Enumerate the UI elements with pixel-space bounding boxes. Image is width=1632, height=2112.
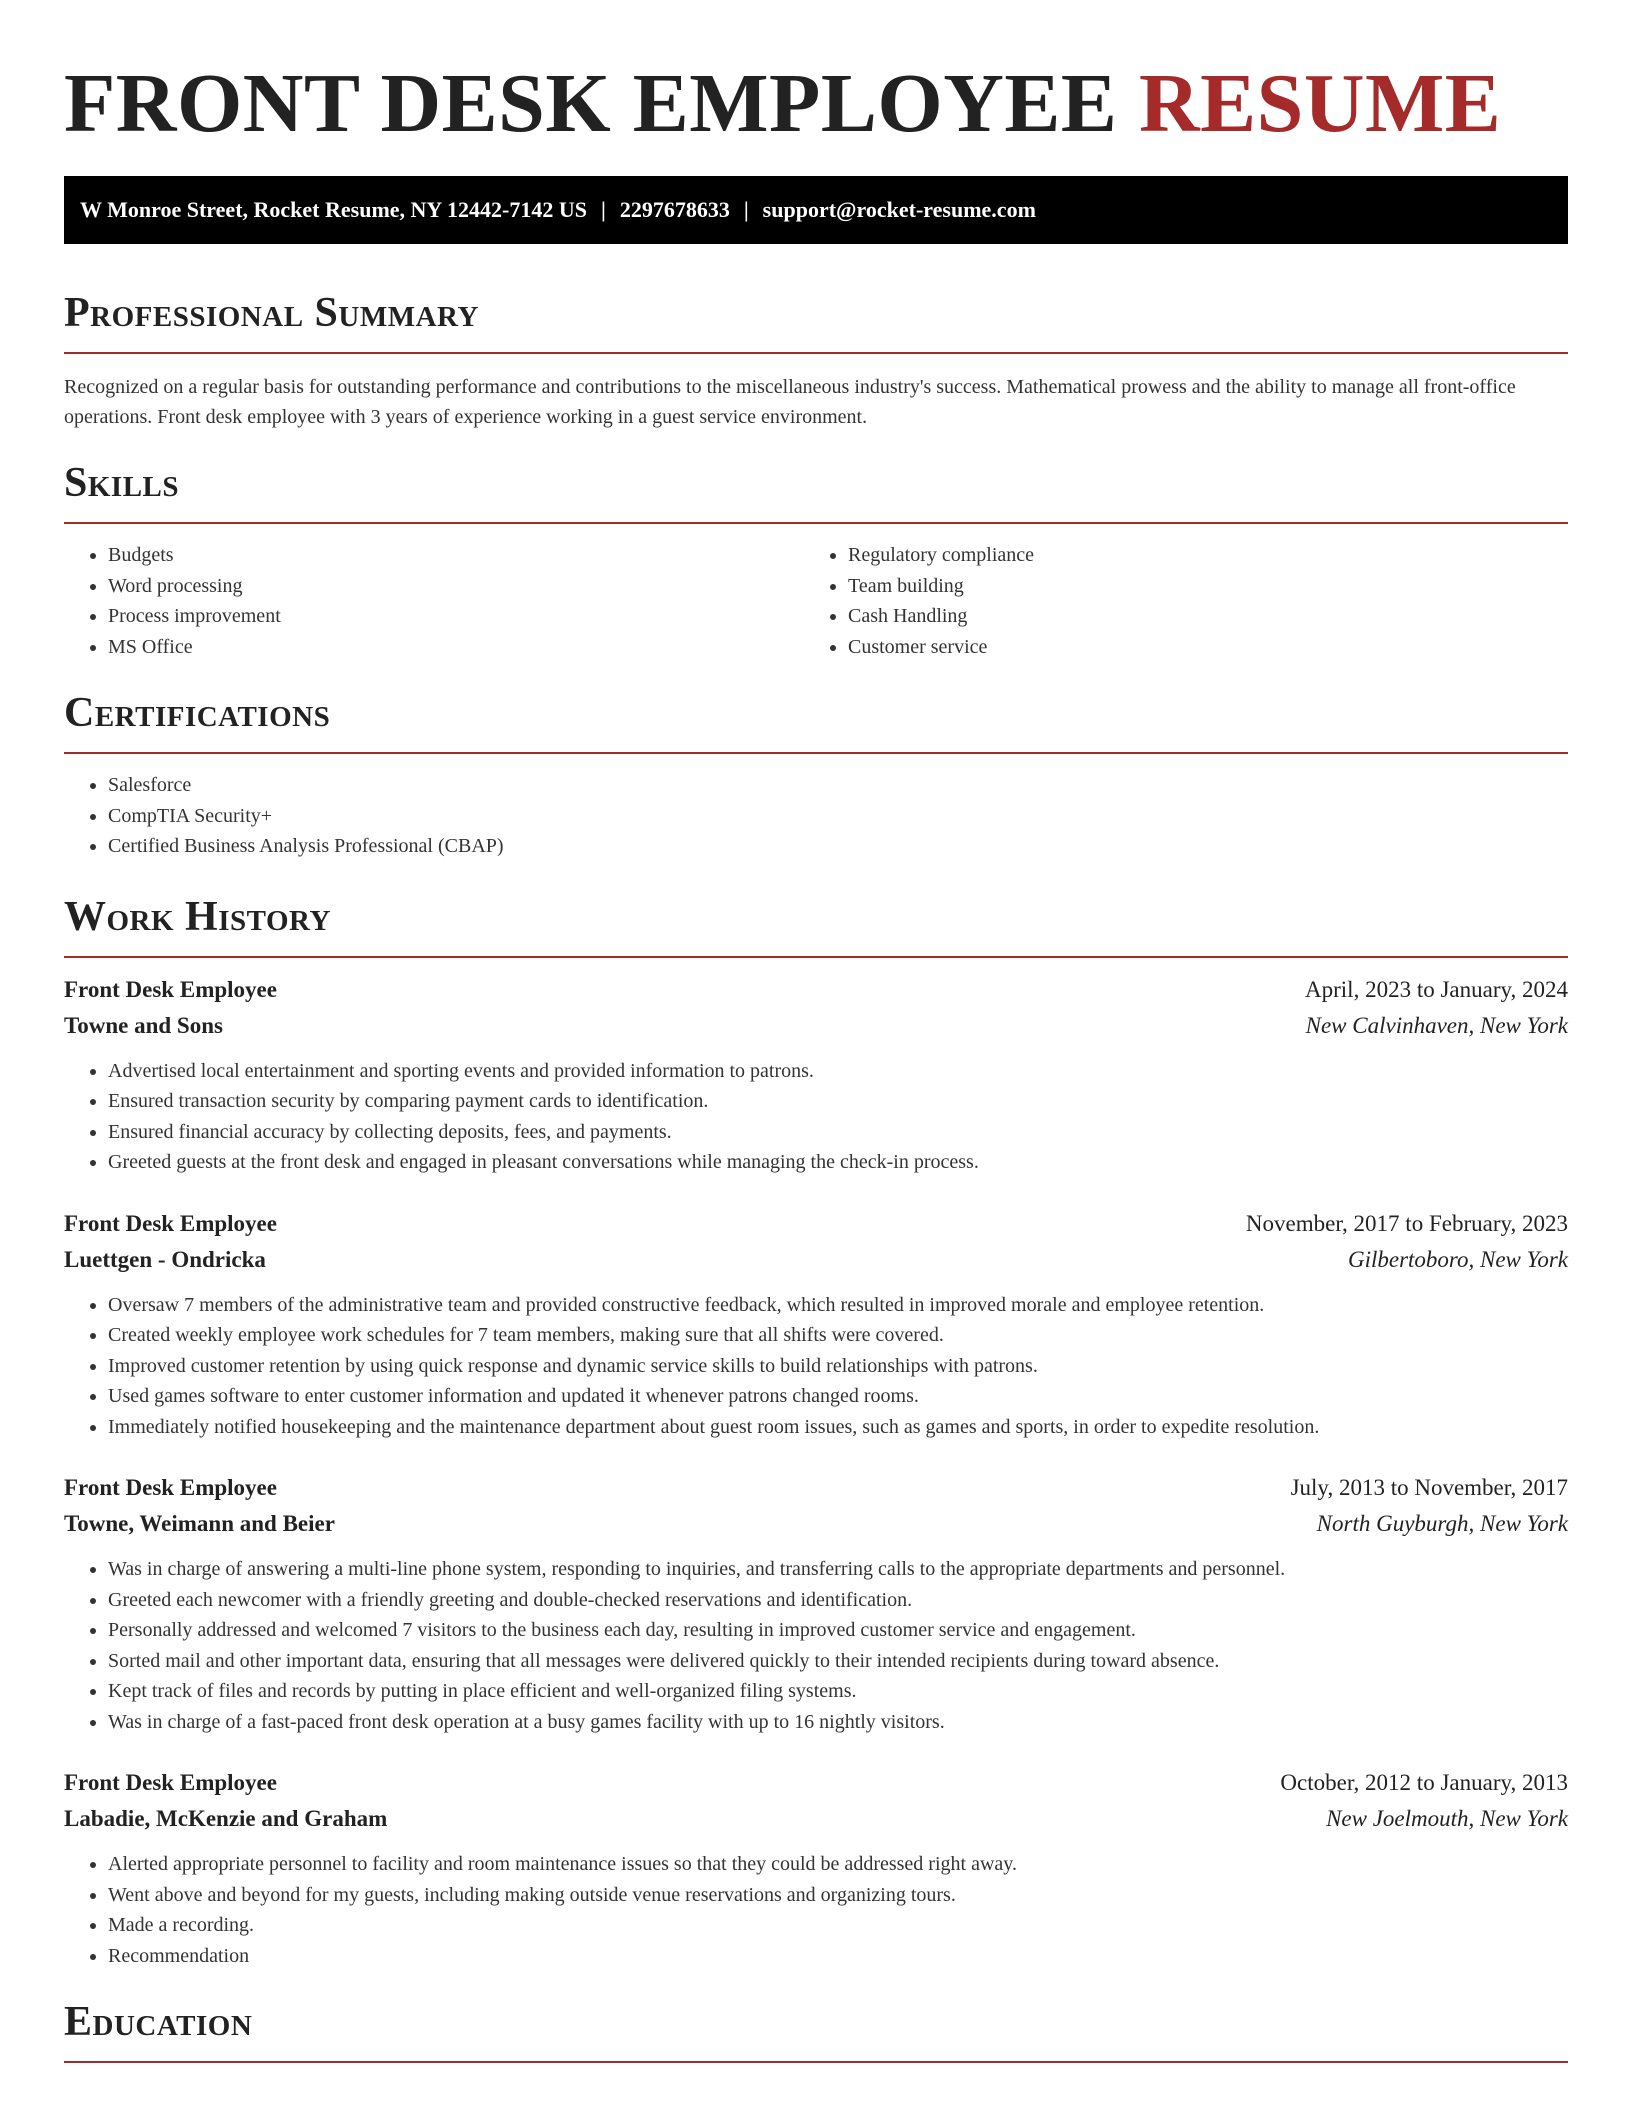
skills-column-left [64,540,804,662]
job-bullets [64,1849,1568,1971]
job-subheader-row [64,1008,1568,1044]
job-bullet: • Advertised local entertainment and sporting events and provided information to patrons. [108,1056,1568,1087]
job-header-row [64,1470,1568,1506]
job-header-row [64,1206,1568,1242]
job-location: New Calvinhaven, New York [1305,1012,1568,1038]
job-entry [64,1470,1568,1737]
skill-item: • Word processing [108,571,804,602]
job-bullets [64,1554,1568,1737]
job-subheader-row [64,1506,1568,1542]
job-bullet: • Improved customer retention by using quick response and dynamic service skills to build relationships with patrons. [108,1351,1568,1382]
job-bullet: • Immediately notified housekeeping and the maintenance department about guest room issues, such as games and sports, in order to expedite resolution. [108,1412,1568,1443]
job-bullet: • Greeted guests at the front desk and engaged in pleasant conversations while managing the check-in process. [108,1147,1568,1178]
job-company: Labadie, McKenzie and Graham [64,1806,388,1831]
section-divider [64,522,1568,524]
job-location: North Guyburgh, New York [1316,1511,1568,1536]
summary-text: Recognized on a regular basis for outstanding performance and contributions to the miscellaneous industry's success. Mathematical prowess and the ability to manage all front-office operations. Front desk employee with 3 years of experience working in a guest service environment. [64,376,1516,428]
job-bullet: • Ensured transaction security by comparing payment cards to identification. [108,1086,1568,1117]
job-bullet: • Recommendation [108,1941,1568,1972]
job-bullet: • Greeted each newcomer with a friendly greeting and double-checked reservations and identification. [108,1585,1568,1616]
job-location: Gilbertoboro, New York [1347,1246,1568,1272]
skill-item: • Team building [848,571,1544,602]
section-divider [64,2061,1568,2063]
job-entry [64,1206,1568,1443]
skills-section [64,458,1568,662]
job-dates: October, 2012 to January, 2013 [1280,1770,1568,1795]
summary-section [64,288,1568,432]
section-heading-education: Education [64,1999,253,2045]
certifications-list [64,770,1568,862]
job-bullet: • Personally addressed and welcomed 7 visitors to the business each day, resulting in improved customer service and engagement. [108,1615,1568,1646]
job-title: Front Desk Employee [64,1475,277,1500]
skills-column-right [804,540,1544,662]
job-company: Towne and Sons [64,1012,223,1038]
section-heading-summary: Professional Summary [64,290,479,336]
job-location: New Joelmouth, New York [1326,1806,1568,1831]
job-bullets [64,1290,1568,1443]
job-title: Front Desk Employee [64,976,277,1002]
job-bullets [64,1056,1568,1178]
skill-item: • Process improvement [108,601,804,632]
job-bullet: • Went above and beyond for my guests, including making outside venue reservations and organizing tours. [108,1880,1568,1911]
contact-bar [64,176,1568,244]
skills-list-left [64,540,804,662]
certifications-section [64,688,1568,862]
section-heading-certifications: Certifications [64,690,331,736]
job-title: Front Desk Employee [64,1770,277,1795]
section-divider [64,752,1568,754]
job-entry [64,972,1568,1178]
education-section [64,1997,1568,2063]
job-title: Front Desk Employee [64,1210,277,1236]
certification-item: • Certified Business Analysis Professional (CBAP) [108,831,1568,862]
skill-item: • Customer service [848,632,1544,663]
job-company: Towne, Weimann and Beier [64,1511,335,1536]
job-bullet: • Was in charge of answering a multi-line phone system, responding to inquiries, and transferring calls to the appropriate departments and personnel. [108,1554,1568,1585]
job-dates: July, 2013 to November, 2017 [1290,1475,1568,1500]
job-bullet: • Ensured financial accuracy by collecting deposits, fees, and payments. [108,1117,1568,1148]
job-bullet: • Oversaw 7 members of the administrative team and provided constructive feedback, which resulted in improved morale and employee retention. [108,1290,1568,1321]
skill-item: • MS Office [108,632,804,663]
job-subheader-row [64,1242,1568,1278]
resume-title-accent: RESUME [1138,57,1502,150]
certification-item: • Salesforce [108,770,1568,801]
section-divider [64,352,1568,354]
job-bullet: • Sorted mail and other important data, ensuring that all messages were delivered quickly to their intended recipients during toward absence. [108,1646,1568,1677]
job-bullet: • Used games software to enter customer information and updated it whenever patrons changed rooms. [108,1381,1568,1412]
job-bullet: • Kept track of files and records by putting in place efficient and well-organized filing systems. [108,1676,1568,1707]
job-header-row [64,972,1568,1008]
section-heading-work-history: Work History [64,893,331,940]
job-entry [64,1765,1568,1971]
job-dates: November, 2017 to February, 2023 [1245,1210,1568,1236]
section-divider [64,956,1568,958]
certification-item: • CompTIA Security+ [108,801,1568,832]
skill-item: • Cash Handling [848,601,1544,632]
skill-item: • Regulatory compliance [848,540,1544,571]
section-heading-skills: Skills [64,460,180,506]
contact-separator: | [743,197,749,222]
contact-email: support@rocket-resume.com [762,197,1036,222]
job-bullet: • Alerted appropriate personnel to facility and room maintenance issues so that they could be addressed right away. [108,1849,1568,1880]
job-header-row [64,1765,1568,1801]
contact-phone: 2297678633 [619,197,730,222]
job-company: Luettgen - Ondricka [64,1246,266,1272]
resume-title-main: FRONT DESK EMPLOYEE [64,57,1118,150]
job-dates: April, 2023 to January, 2024 [1305,976,1568,1002]
resume-title [64,0,1568,150]
job-bullet: • Was in charge of a fast-paced front desk operation at a busy games facility with up to 16 nightly visitors. [108,1707,1568,1738]
job-bullet: • Made a recording. [108,1910,1568,1941]
work-history-section [64,892,1568,1972]
contact-separator: | [600,197,606,222]
contact-address: W Monroe Street, Rocket Resume, NY 12442-7142 US [80,197,587,222]
skills-list-right [804,540,1544,662]
job-bullet: • Created weekly employee work schedules for 7 team members, making sure that all shifts were covered. [108,1320,1568,1351]
skill-item: • Budgets [108,540,804,571]
job-subheader-row [64,1801,1568,1837]
skills-grid [64,540,1568,662]
